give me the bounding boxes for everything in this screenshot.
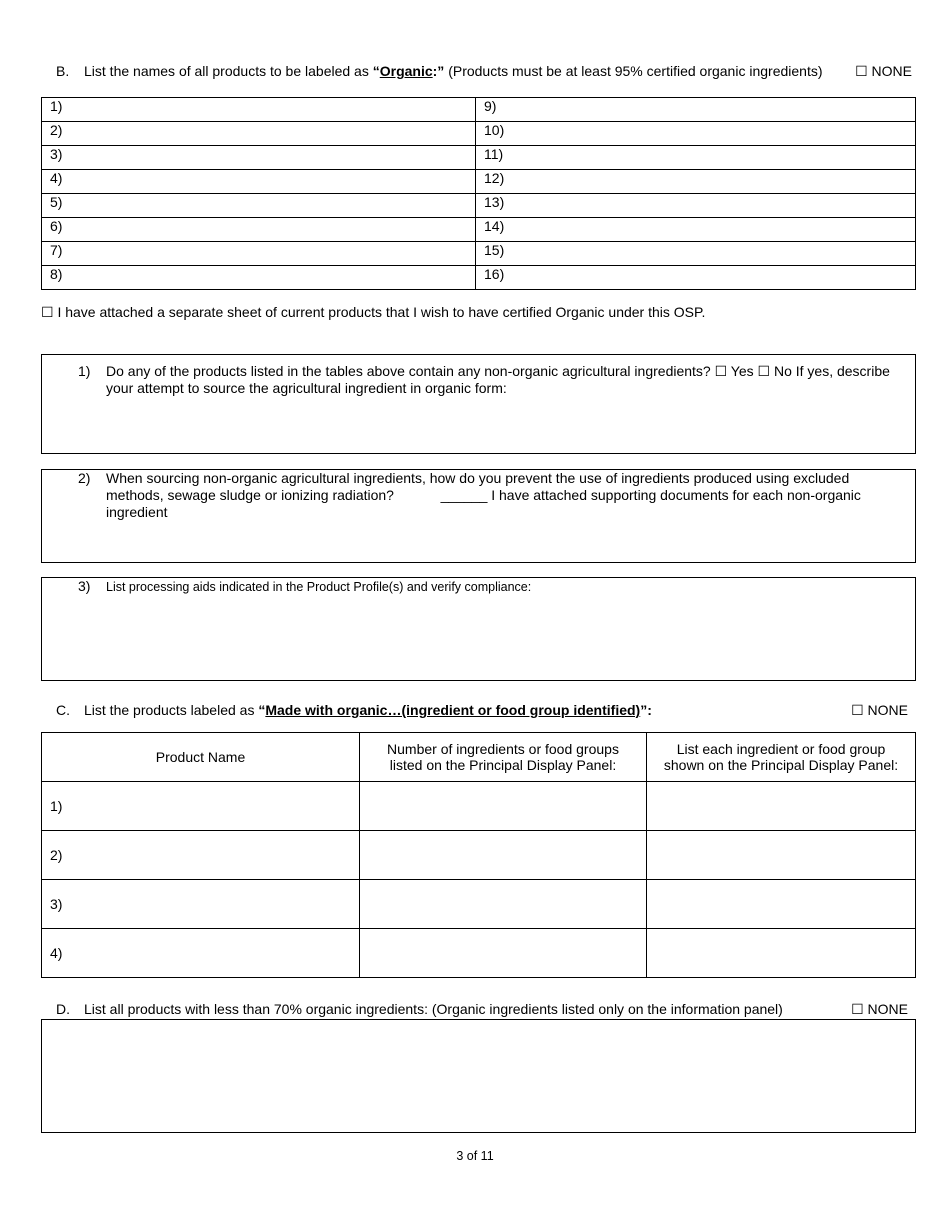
section-b-letter: B. (56, 63, 70, 79)
section-b-title: List the names of all products to be labeled as “Organic:” (Products must be at least 95% certified organic ingredients) (84, 63, 823, 79)
product-entry-cell[interactable]: 8) (42, 266, 476, 290)
made-with-organic-keyword: Made with organic…(ingredient or food group identified) (265, 702, 641, 718)
table-row (42, 146, 916, 170)
product-entry-cell[interactable]: 6) (42, 218, 476, 242)
table-row (42, 831, 916, 880)
section-d-none-checkbox[interactable]: ☐ NONE (851, 1001, 908, 1017)
table-header-row (42, 733, 916, 782)
table-row (42, 242, 916, 266)
product-entry-cell[interactable]: 12) (476, 170, 916, 194)
product-entry-cell[interactable]: 2) (42, 122, 476, 146)
header-ingredient-count: Number of ingredients or food groups listed on the Principal Display Panel: (360, 733, 647, 782)
table-row (42, 194, 916, 218)
product-entry-cell[interactable]: 9) (476, 98, 916, 122)
question-2-text: When sourcing non-organic agricultural ingredients, how do you prevent the use of ingredients produced using excluded methods, sewage sludge or ionizing radiation? ______ I have attached supporting documents for each non-organic ingredient (106, 470, 865, 520)
table-row (42, 122, 916, 146)
product-entry-cell[interactable]: 15) (476, 242, 916, 266)
question-3-box[interactable] (41, 577, 916, 681)
product-entry-cell[interactable]: 14) (476, 218, 916, 242)
section-d-letter: D. (56, 1001, 70, 1017)
question-1-box[interactable] (41, 354, 916, 454)
table-row (42, 929, 916, 978)
product-entry-cell[interactable]: 10) (476, 122, 916, 146)
organic-keyword: Organic (379, 63, 433, 79)
ingredient-count-cell[interactable] (360, 929, 647, 978)
product-entry-cell[interactable]: 16) (476, 266, 916, 290)
section-d-answer-box[interactable] (41, 1019, 916, 1133)
ingredient-list-cell[interactable] (647, 880, 916, 929)
question-2-number: 2) (78, 470, 91, 486)
table-row (42, 266, 916, 290)
question-3-number: 3) (78, 578, 91, 594)
table-row (42, 880, 916, 929)
page-number: 3 of 11 (456, 1149, 494, 1163)
product-entry-cell[interactable]: 4) (42, 170, 476, 194)
header-ingredient-list: List each ingredient or food group shown on the Principal Display Panel: (647, 733, 916, 782)
section-c-title: List the products labeled as “Made with organic…(ingredient or food group identified)”: (84, 702, 652, 718)
product-entry-cell[interactable]: 11) (476, 146, 916, 170)
question-2-box[interactable] (41, 469, 916, 563)
section-c-letter: C. (56, 702, 70, 718)
table-row (42, 170, 916, 194)
product-entry-cell[interactable]: 5) (42, 194, 476, 218)
ingredient-count-cell[interactable] (360, 880, 647, 929)
attached-sheet-checkbox[interactable]: ☐ I have attached a separate sheet of current products that I wish to have certified Organic under this OSP. (41, 304, 706, 320)
ingredient-list-cell[interactable] (647, 929, 916, 978)
product-entry-cell[interactable]: 13) (476, 194, 916, 218)
question-1-text: Do any of the products listed in the tables above contain any non-organic agricultural ingredients? ☐ Yes ☐ No If yes, describe your attempt to source the agricultural ingredient in organic form: (106, 363, 890, 396)
question-3-text: List processing aids indicated in the Product Profile(s) and verify compliance: (106, 580, 532, 594)
product-entry-cell[interactable]: 3) (42, 146, 476, 170)
header-product-name: Product Name (42, 733, 360, 782)
table-row (42, 98, 916, 122)
product-name-cell[interactable]: 1) (42, 782, 360, 831)
organic-products-table (41, 97, 916, 290)
section-c-none-checkbox[interactable]: ☐ NONE (851, 702, 908, 718)
question-1-number: 1) (78, 363, 91, 379)
ingredient-list-cell[interactable] (647, 831, 916, 880)
table-row (42, 218, 916, 242)
product-name-cell[interactable]: 4) (42, 929, 360, 978)
product-entry-cell[interactable]: 7) (42, 242, 476, 266)
ingredient-count-cell[interactable] (360, 782, 647, 831)
table-row (42, 782, 916, 831)
product-name-cell[interactable]: 3) (42, 880, 360, 929)
section-b-none-checkbox[interactable]: ☐ NONE (855, 63, 912, 79)
ingredient-list-cell[interactable] (647, 782, 916, 831)
product-entry-cell[interactable]: 1) (42, 98, 476, 122)
section-d-title: List all products with less than 70% organic ingredients: (Organic ingredients listed only on the information panel) (84, 1001, 783, 1017)
ingredient-count-cell[interactable] (360, 831, 647, 880)
product-name-cell[interactable]: 2) (42, 831, 360, 880)
made-with-organic-table (41, 732, 916, 978)
